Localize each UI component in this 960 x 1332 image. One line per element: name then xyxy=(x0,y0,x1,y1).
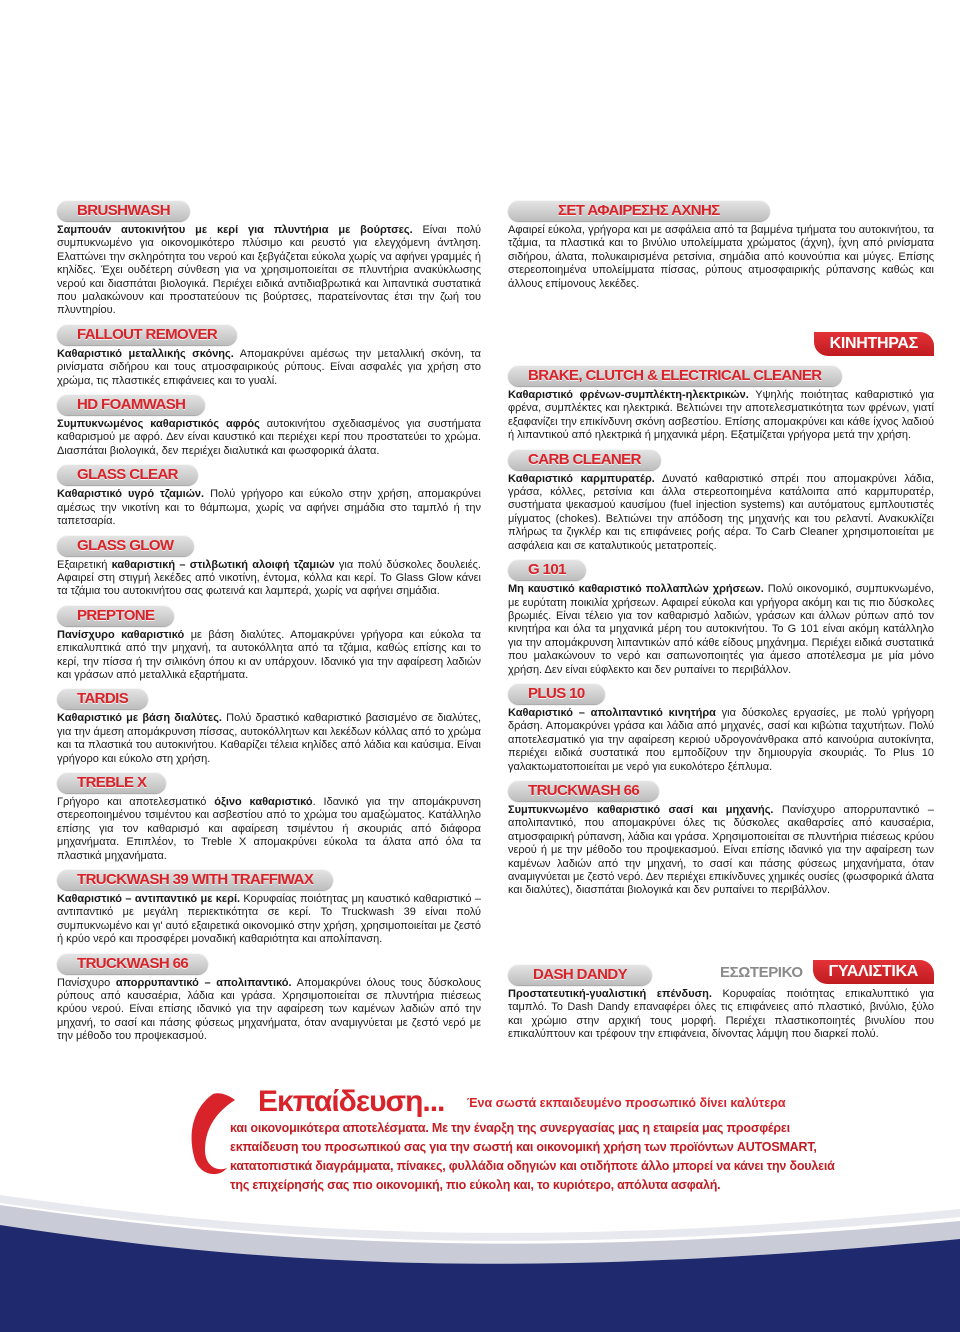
product-pill: CARB CLEANER xyxy=(508,449,661,470)
section-tardis xyxy=(57,688,481,766)
product-description xyxy=(57,629,481,683)
section-truckwash-39-with-traffiwax xyxy=(57,869,481,947)
product-description: Αφαιρεί εύκολα, γρήγορα και με ασφάλεια από τα βαμμένα τμήματα του αυτοκινήτου, τα τζάμια, τα πλαστικά και το βινύλιο υπολείμματα χρώματος (άχνη), ίχνη από ρινίσματα σιδήρου, άλατα, πολυκαιρισμένα ρετσίνια, σημάδια από κουνούπια και μύγες. Επίσης στερεοποιημένα υπολείμματα πίσσας, ρύπους ατμοσφαιρικής ρύπανσης καθώς και άλλους επίμονους λεκέδες. xyxy=(508,224,934,290)
section-brushwash xyxy=(57,200,481,318)
product-description xyxy=(508,389,934,443)
product-pill: BRAKE, CLUTCH & ELECTRICAL CLEANER xyxy=(508,365,842,386)
interior-category-row xyxy=(508,960,934,984)
interior-category-tab: ΕΣΩΤΕΡΙΚΟ xyxy=(720,963,803,981)
product-pill: DASH DANDY xyxy=(508,964,652,985)
product-lead: Σαμπουάν αυτοκινήτου με κερί για πλυντήρια με βούρτσες. xyxy=(57,224,413,236)
product-description xyxy=(57,418,481,458)
product-lead: καθαριστική – στιλβωτική αλοιφή τζαμιών xyxy=(111,558,335,571)
product-description xyxy=(57,348,481,388)
training-lead: Ένα σωστά εκπαιδευμένο προσωπικό δίνει καλύτερα xyxy=(466,1096,786,1110)
training-block xyxy=(190,1085,850,1195)
section-preptone xyxy=(57,605,481,683)
product-lead: Καθαριστικό – αντιπαντικό με κερί. xyxy=(57,893,241,905)
product-text: Κορυφαίας ποιότητας επικαλυπτικό για ταμπλό. Το Dash Dandy επαναφέρει όλες τις επιφάνειες από πλαστικό, βινύλιο, ξύλο και χρώμιο στην αρχική τους μορφή. Περιέχει πλαστικοποιητές βινυλίου που επικαλύπτουν και τρέφουν την επιφάνεια, δίνοντας λάμψη που διαρκεί πολύ. xyxy=(508,987,934,1041)
training-title: Εκπαίδευση... xyxy=(258,1085,445,1118)
product-lead: Καθαριστικό υγρό τζαμιών. xyxy=(57,488,205,501)
product-description xyxy=(508,583,934,677)
product-text: Απομακρύνει αμέσως την μεταλλική σκόνη, τα ρινίσματα σιδήρου και τους ατμοσφαιρικούς ρύπους. Είναι ασφαλές για χρήση στο χρώμα, τις πλαστικές επιφάνειες και το γυαλί. xyxy=(57,347,481,387)
section-truckwash-66 xyxy=(57,953,481,1044)
product-pill: BRUSHWASH xyxy=(57,200,190,221)
engine-category-row xyxy=(508,335,934,365)
product-text: . Ιδανικό για την απομάκρυνση στερεοποιημένου τσιμέντου και ασβεστίου από το χρώμα του αμαξώματος. Κατάλληλο επίσης για τον καθαρισμό και αφαίρεση τσιμέντου ή σκουριάς από διάφορα μηχανήματα. Επιπλέον, το Treble X απομακρύνει εύκολα τα άλατα από όλα τα πλαστικά μηχανήματα. xyxy=(57,795,481,862)
product-pill: ΣΕΤ ΑΦΑΙΡΕΣΗΣ ΑΧΝΗΣ xyxy=(508,200,770,221)
product-description xyxy=(57,712,481,766)
product-lead: Καθαριστικό καρμπυρατέρ. xyxy=(508,472,655,485)
product-description xyxy=(57,893,481,947)
right-column xyxy=(508,200,934,1047)
product-pre: Γρήγορο και αποτελεσματικό xyxy=(57,795,215,808)
product-text: Είναι πολύ συμπυκνωμένο για οικονομικότερο πλύσιμο και ρευστό για ελεγχόμενη άντληση. Ελαττώνει την σκληρότητα του νερού και ξεβγάζεται εύκολα χωρίς να αφήνει γραμμές ή κηλίδες. Έχει ουδέτερη σύνθεση για να χρησιμοποιείται σε πλυντήρια ανακύκλωσης νερού και διασπάται βιολογικά. Περιέχει ειδικά αντιδιαβρωτικά και λιπαντικά συστατικά που μαλακώνουν και προστατεύουν τις βούρτσες, παρατείνοντας έτσι την ζωή του πλυντηρίου. xyxy=(57,224,481,317)
product-description xyxy=(57,224,481,318)
product-pill: G 101 xyxy=(508,559,586,580)
product-lead: Καθαριστικό με βάση διαλύτες. xyxy=(57,712,222,725)
section-carb-cleaner xyxy=(508,449,934,553)
product-lead: Καθαριστικό μεταλλικής σκόνης. xyxy=(57,347,234,360)
product-description xyxy=(57,977,481,1044)
left-column xyxy=(57,200,481,1050)
product-text: Πολύ οικονομικό, συμπυκνωμένο, με ευρύτατη ποικιλία χρήσεων. Αφαιρεί εύκολα και γρήγορα ακόμη και τις πιο δύσκολες βρωμιές. Είναι τέλειο για τον καθαρισμό λαδιών, γράσων και άλλων ρύπων από τον κινητήρα και όλα τα μηχανικά μέρη του αυτοκινήτου. To G 101 είναι ακόμη κατάλληλο για την απομάκρυνση λιπαντικών από κάθε είδους μηχάνημα. Περιέχει ειδικά συστατικά που μαλακώνουν το νερό και σαπωνοποιητές για άμεσο αποτέλεσμα με μία μόνο χρήση. Δεν είναι εύφλεκτο και δεν ρυπαίνει το περιβάλλον. xyxy=(508,583,934,676)
product-text: Πανίσχυρο απορρυπαντικό – απολιπαντικό, που απομακρύνει όλες τις δύσκολες ακαθαρσίες από καυσαέρια, ατμοσφαιρική ρύπανση, λάδια και γράσα. Χρησιμοποιείται σε πλυντήρια πιέσεως κρύου νερού ή με την μέθοδο του προψεκασμού. Είναι επίσης ιδανικό για την αφαίρεση των καμένων λαδιών από την μηχανή, το σασί και πάσης φύσεως μηχανήματα, όταν αναμιγνύεται με ζεστό νερό. Δεν περιέχει επικίνδυνες χημικές ουσίες (φωσφορικά άλατα και διαλύτες), διασπάται βιολογικά και δεν ρυπαίνει το περιβάλλον. xyxy=(508,803,934,897)
product-text: Πολύ γρήγορο και εύκολο στην χρήση, απομακρύνει αμέσως την νικοτίνη και το θάμπωμα, χωρίς να αφήνει σημάδια στο ταμπλό ή την ταπετσαρία. xyxy=(57,488,481,528)
product-pill: TREBLE X xyxy=(57,772,166,793)
product-text: για δύσκολες εργασίες, με πολύ γρήγορη δράση. Απομακρύνει γράσα και λάδια από μηχανές, σασί και κιβώτια ταχυτήτων. Πολύ αποτελεσματικό για την αφαίρεση κεριού υδρογονάνθρακα από καινούρια αυτοκίνητα, περιέχει ειδικά συστατικά που εμποδίζουν την δημιουργία σκουριάς. Το Plus 10 γαλακτωματοποιείται με νερό για ευκολότερο ξέπλυμα. xyxy=(508,706,935,773)
product-text: Απομακρύνει όλους τους δύσκολους ρύπους από καυσαέρια, λάδια και γράσα. Χρησιμοποιείται σε πλυντήρια πιέσεως κρύου νερού. Είναι επίσης ιδανικό για την αφαίρεση των καμένων λαδιών από την μηχανή, το σασί και πάσης φύσεως μηχανήματα, όταν αναμιγνύεται με ζεστό νερό με την μέθοδο του προψεκασμού. xyxy=(57,976,481,1043)
product-pill: TARDIS xyxy=(57,688,148,709)
engine-category-tab: ΚΙΝΗΤΗΡΑΣ xyxy=(814,332,934,356)
polish-category-tab: ΓΥΑΛΙΣΤΙΚΑ xyxy=(813,960,934,984)
section-hd-foamwash xyxy=(57,394,481,458)
product-pre: Εξαιρετική xyxy=(57,558,112,571)
product-description xyxy=(508,707,934,774)
product-pill: PREPTONE xyxy=(57,605,174,626)
section-glass-clear xyxy=(57,464,481,528)
product-description xyxy=(57,796,481,863)
product-text: για πολύ δύσκολες δουλειές. Αφαιρεί στη στιγμή λεκέδες από νικοτίνη, έντομα, κόλλα και κερί. To Glass Glow κάνει τα τζάμια του αυτοκινήτου σας φωτεινά και λαμπερά, χωρίς να αφήνει σημάδια. xyxy=(57,558,481,598)
engine-products xyxy=(508,365,934,898)
product-description xyxy=(508,804,934,898)
product-description xyxy=(508,473,934,553)
product-pill: PLUS 10 xyxy=(508,683,605,704)
product-pill: TRUCKWASH 66 xyxy=(57,953,208,974)
product-description xyxy=(57,488,481,528)
product-description xyxy=(57,559,481,599)
product-lead: Καθαριστικό – απολιπαντικό κινητήρα xyxy=(508,706,716,719)
product-lead: Πανίσχυρο καθαριστικό xyxy=(57,628,185,641)
product-pre: Πανίσχυρο xyxy=(57,976,116,989)
product-text: Κορυφαίας ποιότητας μη καυστικό καθαριστικό – αντιπαντικό με μεγάλη περιεκτικότητα σε κερί. To Truckwash 39 είναι πολύ συμπυκνωμένο και γι' αυτό εξαιρετικά οικονομικό στην χρήση, χρησιμοποιείται με ζεστό ή κρύο νερό και προσφέρει μοναδική καθαριότητα και απολίπανση. xyxy=(57,893,481,946)
product-pill: FALLOUT REMOVER xyxy=(57,324,237,345)
product-lead: Προστατευτική-γυαλιστική επένδυση. xyxy=(508,987,712,1000)
product-pill: GLASS CLEAR xyxy=(57,464,198,485)
section-brake-clutch-electrical-cleaner xyxy=(508,365,934,443)
section-set-afaireshs-axnhs xyxy=(508,200,934,291)
product-lead: όξινο καθαριστικό xyxy=(214,795,313,808)
product-text: Υψηλής ποιότητας καθαριστικό για φρένα, συμπλέκτες και ηλεκτρικά. Βελτιώνει την αποτελεσματικότητα των φρένων, γιατί εξαφανίζει την επικίνδυνη σκόνη ασβεστίου. Επίσης απομακρύνει και κάθε ίχνος λαδιού ή λιπαντικού από ηλεκτρικά ή μηχανικά μέρη. Εξατμίζεται γρήγορα μετά την χρήση. xyxy=(508,389,935,442)
section-glass-glow xyxy=(57,535,481,599)
product-lead: Καθαριστικό φρένων-συμπλέκτη-ηλεκτρικών. xyxy=(508,389,749,402)
product-text: Πολύ δραστικό καθαριστικό βασισμένο σε διαλύτες, για την άμεση απομάκρυνση πίσσας, αυτοκόλλητων και λεκέδων κόλλας από το χρώμα και τα πλαστικά του αυτοκινήτου. Καθαρίζει τέλεια κηλίδες από λάδια και καύσιμα. Είναι γρήγορο και εύκολο στη χρήση. xyxy=(57,712,481,765)
product-text: αυτοκινήτου σχεδιασμένος για συστήματα καθαρισμού με αφρό. Δεν είναι καυστικό και περιέχει κερί που προστατεύει το χρώμα. Διασπάται βιολογικά, δεν περιέχει διαλυτικά και φωσφορικά άλατα. xyxy=(57,418,481,457)
product-pill: TRUCKWASH 66 xyxy=(508,780,659,801)
section-truckwash-66 xyxy=(508,780,934,898)
product-lead: απορρυπαντικό – απολιπαντικό. xyxy=(115,976,292,989)
product-lead: Συμπυκνωμένο καθαριστικό σασί και μηχανής. xyxy=(508,803,774,816)
bottom-swoosh-decoration xyxy=(0,1195,960,1332)
section-plus-10 xyxy=(508,683,934,774)
product-lead: Συμπυκνωμένος καθαριστικός αφρός xyxy=(57,418,260,431)
product-lead: Μη καυστικό καθαριστικό πολλαπλών χρήσεων. xyxy=(508,583,764,596)
product-text: με βάση διαλύτες. Απομακρύνει γρήγορα και εύκολα τα επικαλυπτικά από την μηχανή, τα αυτοκόλλητα από τα τζάμια, καθώς επίσης και το κερί, την πίσσα ή την σιλικόνη όπου κι αν υπάρχουν. Ιδανικό για την αφαίρεση λαδιών και γράσων από μεταλλικά εξαρτήματα. xyxy=(57,628,481,681)
section-g-101 xyxy=(508,559,934,677)
product-pill: TRUCKWASH 39 WITH TRAFFIWAX xyxy=(57,869,333,890)
section-treble-x xyxy=(57,772,481,863)
training-body: και οικονομικότερα αποτελέσματα. Με την έναρξη της συνεργασίας μας η εταιρεία μας προσφέρει εκπαίδευση του προσωπικού σας για την σωστή και οικονομική χρήση των προϊόντων AUTOSMART, κατατοπιστικά διαγράμματα, πίνακες, φυλλάδια οδηγιών και οτιδήποτε άλλο μπορεί να κάνει την δουλειά της επιχείρησής σας πιο οικονομική, πιο εύκολη και, το κυριότερο, απόλυτα ασφαλή. xyxy=(230,1121,835,1192)
product-pill: GLASS GLOW xyxy=(57,535,194,556)
product-text: Δυνατό καθαριστικό σπρέι που απομακρύνει λάδια, γράσα, κόλλες, ρετσίνια και άλλα στερεοποιημένα κατάλοιπα από καρμπυρατέρ, συστήματα ψεκασμού καυσίμου (fuel injection systems) και αυτόματους εμπλουτιστές μίγματος (chokes). Βελτιώνει την απόδοση της μηχανής και του ρελαντί. Ανακυκλίζει πλήρως τα ζιγκλέρ και τις επιφάνειες ροής αέρα. To Carb Cleaner χρησιμοποιείται με ασφάλεια και σε καταλυτικούς μετατροπείς. xyxy=(508,472,934,552)
product-pill: HD FOAMWASH xyxy=(57,394,205,415)
section-fallout-remover xyxy=(57,324,481,388)
product-description xyxy=(508,988,934,1042)
